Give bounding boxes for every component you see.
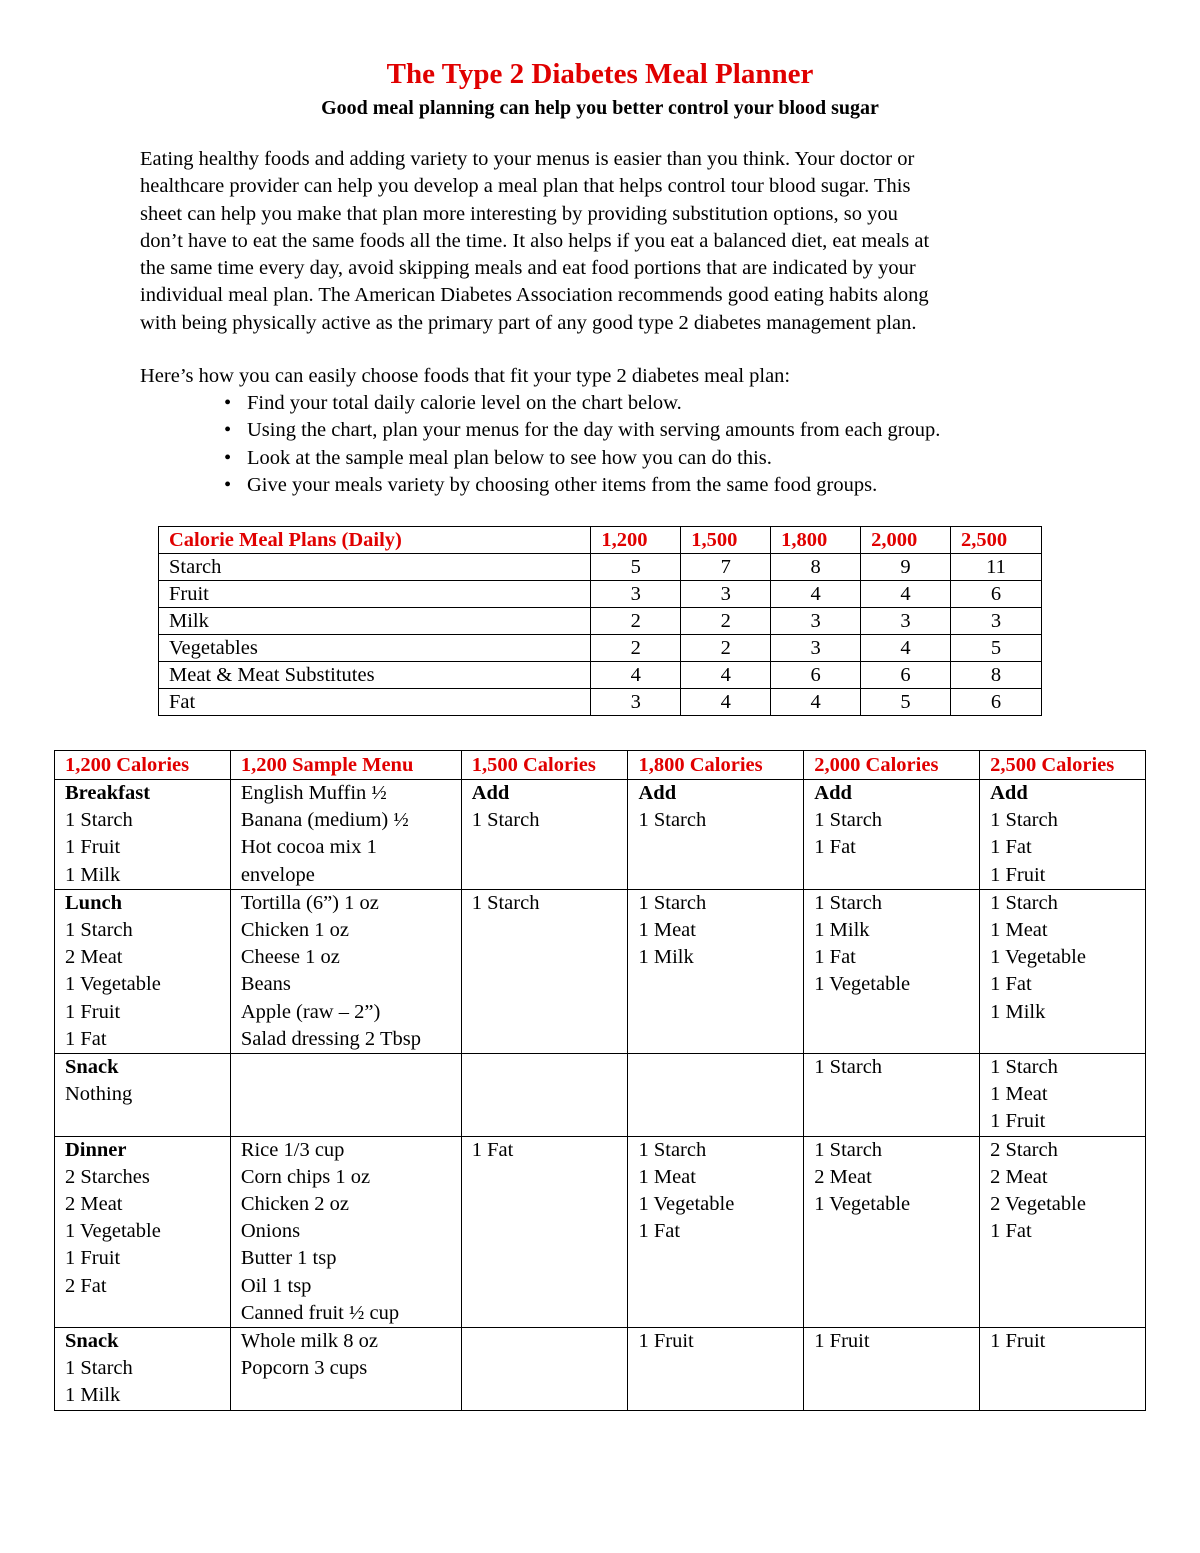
table-cell (980, 1054, 1146, 1137)
cell-line: 1 Starch (814, 1138, 883, 1161)
cell-line: English Muffin ½ (240, 782, 387, 804)
list-item (220, 390, 940, 417)
table-cell: 8 (771, 554, 861, 581)
table-cell: Vegetables (159, 635, 591, 662)
intro-line: healthcare provider can help you develop a meal plan that helps control tour blood sugar. This (140, 175, 911, 198)
table-cell: 9 (861, 554, 951, 581)
table-cell (230, 1054, 461, 1137)
cell-heading: Breakfast (65, 782, 151, 804)
calorie-plan-table (158, 526, 1042, 716)
cell-line: Cheese 1 oz (240, 946, 340, 969)
cell-line: 1 Fat (65, 1027, 107, 1050)
cell-line: 1 Meat (638, 1165, 696, 1188)
table-cell (461, 780, 628, 890)
menu-table-body (55, 780, 1146, 1411)
table-cell: Fat (159, 689, 591, 716)
table-cell (980, 1328, 1146, 1411)
table-header-cell: 1,500 (681, 527, 771, 554)
list-item-text: Look at the sample meal plan below to see how you can do this. (247, 446, 772, 469)
cell-line: 1 Fat (638, 1220, 681, 1243)
list-item-text: Find your total daily calorie level on the chart below. (247, 392, 682, 414)
cell-line: 1 Fruit (990, 1110, 1046, 1133)
cell-line: 1 Starch (471, 809, 540, 832)
intro-line: Eating healthy foods and adding variety to your menus is easier than you think. Your doctor or (140, 148, 915, 170)
table-cell (804, 889, 980, 1053)
cell-heading: Add (814, 782, 852, 804)
table-cell: Fruit (159, 581, 591, 608)
table-header-row (159, 527, 1042, 554)
table-cell: 4 (771, 581, 861, 608)
cell-line: 1 Starch (638, 1138, 707, 1161)
bullet-icon: • (224, 473, 232, 496)
cell-heading: Add (990, 782, 1028, 804)
cell-line: 1 Meat (638, 919, 696, 942)
table-cell: 2 (681, 608, 771, 635)
table-cell (628, 780, 804, 890)
intro-line: sheet can help you make that plan more interesting by providing substitution options, so you (140, 202, 898, 225)
cell-line: 1 Milk (638, 946, 694, 969)
list-item (220, 472, 940, 499)
table-cell (628, 889, 804, 1053)
table-cell: 6 (951, 689, 1042, 716)
table-header-cell: 1,200 (591, 527, 681, 554)
table-cell (804, 780, 980, 890)
cell-line: Chicken 2 oz (240, 1193, 349, 1216)
cell-line: Apple (raw – 2”) (240, 1000, 381, 1023)
table-row (55, 1328, 1146, 1411)
cell-line: 1 Fruit (814, 1330, 870, 1353)
table-cell: 4 (591, 662, 681, 689)
cell-line: 2 Vegetable (990, 1193, 1086, 1216)
cell-line: 1 Starch (990, 809, 1058, 832)
table-cell: 2 (591, 635, 681, 662)
cell-line: Rice 1/3 cup (240, 1138, 345, 1161)
table-header-cell: 1,800 Calories (628, 751, 804, 780)
cell-line: Corn chips 1 oz (240, 1165, 371, 1188)
cell-line: 1 Fat (990, 973, 1032, 996)
intro-line: the same time every day, avoid skipping meals and eat food portions that are indicated by your (140, 257, 916, 280)
table-cell: 5 (951, 635, 1042, 662)
table-row (55, 1054, 1146, 1137)
cell-line: 1 Starch (65, 809, 133, 832)
instructions-lead: Here’s how you can easily choose foods that fit your type 2 diabetes meal plan: (140, 365, 791, 387)
cell-line: Banana (medium) ½ (240, 809, 409, 832)
intro-line: don’t have to eat the same foods all the time. It also helps if you eat a balanced diet, eat meals at (140, 229, 930, 252)
cell-line: Beans (240, 973, 291, 996)
cell-line: Oil 1 tsp (240, 1274, 312, 1297)
list-item-text: Give your meals variety by choosing other items from the same food groups. (247, 473, 878, 496)
cell-line: 1 Vegetable (990, 946, 1086, 969)
cell-line: 1 Starch (471, 891, 540, 914)
table-cell (804, 1054, 980, 1137)
table-cell (980, 889, 1146, 1053)
cell-heading: Dinner (65, 1138, 127, 1161)
cell-heading: Snack (65, 1056, 119, 1079)
table-cell: 2 (681, 635, 771, 662)
table-cell: Starch (159, 554, 591, 581)
list-item (220, 417, 940, 444)
page-subtitle: Good meal planning can help you better control your blood sugar (321, 97, 879, 119)
table-cell: Meat & Meat Substitutes (159, 662, 591, 689)
table-cell (230, 889, 461, 1053)
bullet-icon: • (224, 419, 232, 442)
table-cell: 3 (771, 635, 861, 662)
table-header-cell: 1,200 Sample Menu (230, 751, 461, 780)
cell-line: Salad dressing 2 Tbsp (240, 1027, 421, 1050)
table-cell (55, 1328, 231, 1411)
table-cell (980, 780, 1146, 890)
cell-line: 1 Fruit (65, 836, 121, 859)
table-row (159, 635, 1042, 662)
table-row (159, 581, 1042, 608)
table-cell (461, 1328, 628, 1411)
table-cell: 3 (951, 608, 1042, 635)
cell-line: 1 Fat (990, 1220, 1032, 1243)
table-cell (628, 1054, 804, 1137)
cell-line: 1 Milk (65, 863, 121, 886)
intro-line: with being physically active as the primary part of any good type 2 diabetes management plan. (140, 311, 917, 334)
cell-line: 1 Fat (471, 1138, 514, 1161)
table-cell: 3 (861, 608, 951, 635)
cell-line: Hot cocoa mix 1 (240, 836, 377, 859)
cell-line: 1 Fruit (65, 1247, 121, 1270)
table-cell: 6 (771, 662, 861, 689)
cell-line: Whole milk 8 oz (240, 1330, 379, 1353)
table-header-cell: 2,000 (861, 527, 951, 554)
table-cell: 4 (861, 635, 951, 662)
cell-line: envelope (240, 863, 315, 886)
table-cell (980, 1136, 1146, 1327)
cell-line: 1 Starch (65, 1357, 133, 1380)
list-item (220, 445, 940, 472)
cell-line: Butter 1 tsp (240, 1247, 337, 1270)
cell-line: Popcorn 3 cups (240, 1357, 368, 1380)
table-cell (55, 889, 231, 1053)
table-header-cell: 2,500 Calories (980, 751, 1146, 780)
table-cell: 7 (681, 554, 771, 581)
cell-line: 1 Milk (814, 919, 870, 942)
cell-line: Onions (240, 1220, 301, 1243)
table-row (55, 780, 1146, 890)
table-cell (461, 1136, 628, 1327)
bullet-icon: • (224, 392, 232, 414)
cell-line: Nothing (65, 1083, 133, 1106)
cell-line: 2 Meat (65, 1193, 123, 1216)
table-cell (804, 1136, 980, 1327)
cell-line: 2 Starches (65, 1165, 150, 1188)
cell-line: 2 Meat (814, 1165, 872, 1188)
table-header-cell: 2,500 (951, 527, 1042, 554)
cell-heading: Add (471, 782, 510, 804)
cell-line: 1 Fruit (990, 1330, 1046, 1353)
cell-line: 1 Vegetable (65, 973, 161, 996)
table-row (55, 889, 1146, 1053)
table-cell (55, 780, 231, 890)
table-cell: 6 (951, 581, 1042, 608)
cell-line: 1 Vegetable (638, 1193, 735, 1216)
table-cell (628, 1136, 804, 1327)
table-header-cell: 1,500 Calories (461, 751, 628, 780)
table-cell (230, 780, 461, 890)
table-cell: 3 (591, 581, 681, 608)
cell-line: 1 Starch (65, 919, 133, 942)
table-cell: 2 (591, 608, 681, 635)
cell-line: 1 Fruit (990, 863, 1046, 886)
instructions-list (220, 390, 940, 499)
cell-line: 1 Starch (990, 891, 1058, 914)
table-cell: 3 (681, 581, 771, 608)
table-row (159, 608, 1042, 635)
cell-heading: Lunch (65, 891, 122, 914)
table-header-row (55, 751, 1146, 780)
cell-line: 1 Milk (990, 1000, 1046, 1023)
table-cell (55, 1136, 231, 1327)
table-cell (55, 1054, 231, 1137)
table-cell: 3 (771, 608, 861, 635)
cell-line: 2 Meat (990, 1165, 1048, 1188)
table-cell: Milk (159, 608, 591, 635)
cell-line: 2 Fat (65, 1274, 107, 1297)
table-cell: 5 (861, 689, 951, 716)
table-cell: 4 (771, 689, 861, 716)
table-header-cell: 2,000 Calories (804, 751, 980, 780)
cell-line: Canned fruit ½ cup (240, 1301, 400, 1324)
cell-line: 1 Fruit (65, 1000, 121, 1023)
cell-line: 2 Meat (65, 946, 123, 969)
table-cell: 11 (951, 554, 1042, 581)
table-row (159, 554, 1042, 581)
intro-paragraph (140, 146, 1070, 337)
cell-line: 1 Vegetable (65, 1220, 161, 1243)
page-title: The Type 2 Diabetes Meal Planner (386, 58, 814, 90)
sample-menu-table (54, 750, 1146, 1411)
table-cell: 5 (591, 554, 681, 581)
table-header-cell: Calorie Meal Plans (Daily) (159, 527, 591, 554)
cell-line: 1 Starch (814, 891, 883, 914)
list-item-text: Using the chart, plan your menus for the day with serving amounts from each group. (247, 419, 941, 442)
table-cell: 4 (681, 662, 771, 689)
table-cell (461, 1054, 628, 1137)
table-cell: 6 (861, 662, 951, 689)
table-row (159, 662, 1042, 689)
table-cell (230, 1328, 461, 1411)
cell-line: 1 Fruit (638, 1330, 694, 1353)
cell-line: 1 Starch (638, 809, 707, 832)
cell-line: 1 Starch (638, 891, 707, 914)
cell-line: Chicken 1 oz (240, 919, 349, 942)
cell-line: 1 Starch (990, 1056, 1058, 1079)
cell-line: Tortilla (6”) 1 oz (240, 891, 379, 914)
table-row (159, 689, 1042, 716)
table-header-cell: 1,800 (771, 527, 861, 554)
table-cell (628, 1328, 804, 1411)
table-row (55, 1136, 1146, 1327)
cell-line: 1 Starch (814, 809, 883, 832)
cell-heading: Snack (65, 1330, 119, 1353)
cell-line: 1 Vegetable (814, 973, 911, 996)
cell-line: 1 Fat (814, 836, 856, 859)
cell-line: 1 Fat (814, 946, 856, 969)
cell-line: 1 Meat (990, 919, 1048, 942)
cell-line: 1 Fat (990, 836, 1032, 859)
table-cell: 4 (861, 581, 951, 608)
cell-heading: Add (638, 782, 677, 804)
table-cell: 8 (951, 662, 1042, 689)
table-header-cell: 1,200 Calories (55, 751, 231, 780)
table-cell (230, 1136, 461, 1327)
cell-line: 1 Starch (814, 1056, 883, 1079)
intro-line: individual meal plan. The American Diabetes Association recommends good eating habits along (140, 284, 929, 307)
table-cell: 3 (591, 689, 681, 716)
cell-line: 1 Milk (65, 1384, 121, 1407)
cell-line: 1 Vegetable (814, 1193, 911, 1216)
table-cell (461, 889, 628, 1053)
table-cell (804, 1328, 980, 1411)
cell-line: 1 Meat (990, 1083, 1048, 1106)
table-cell: 4 (681, 689, 771, 716)
cell-line: 2 Starch (990, 1138, 1058, 1161)
bullet-icon: • (224, 446, 232, 469)
